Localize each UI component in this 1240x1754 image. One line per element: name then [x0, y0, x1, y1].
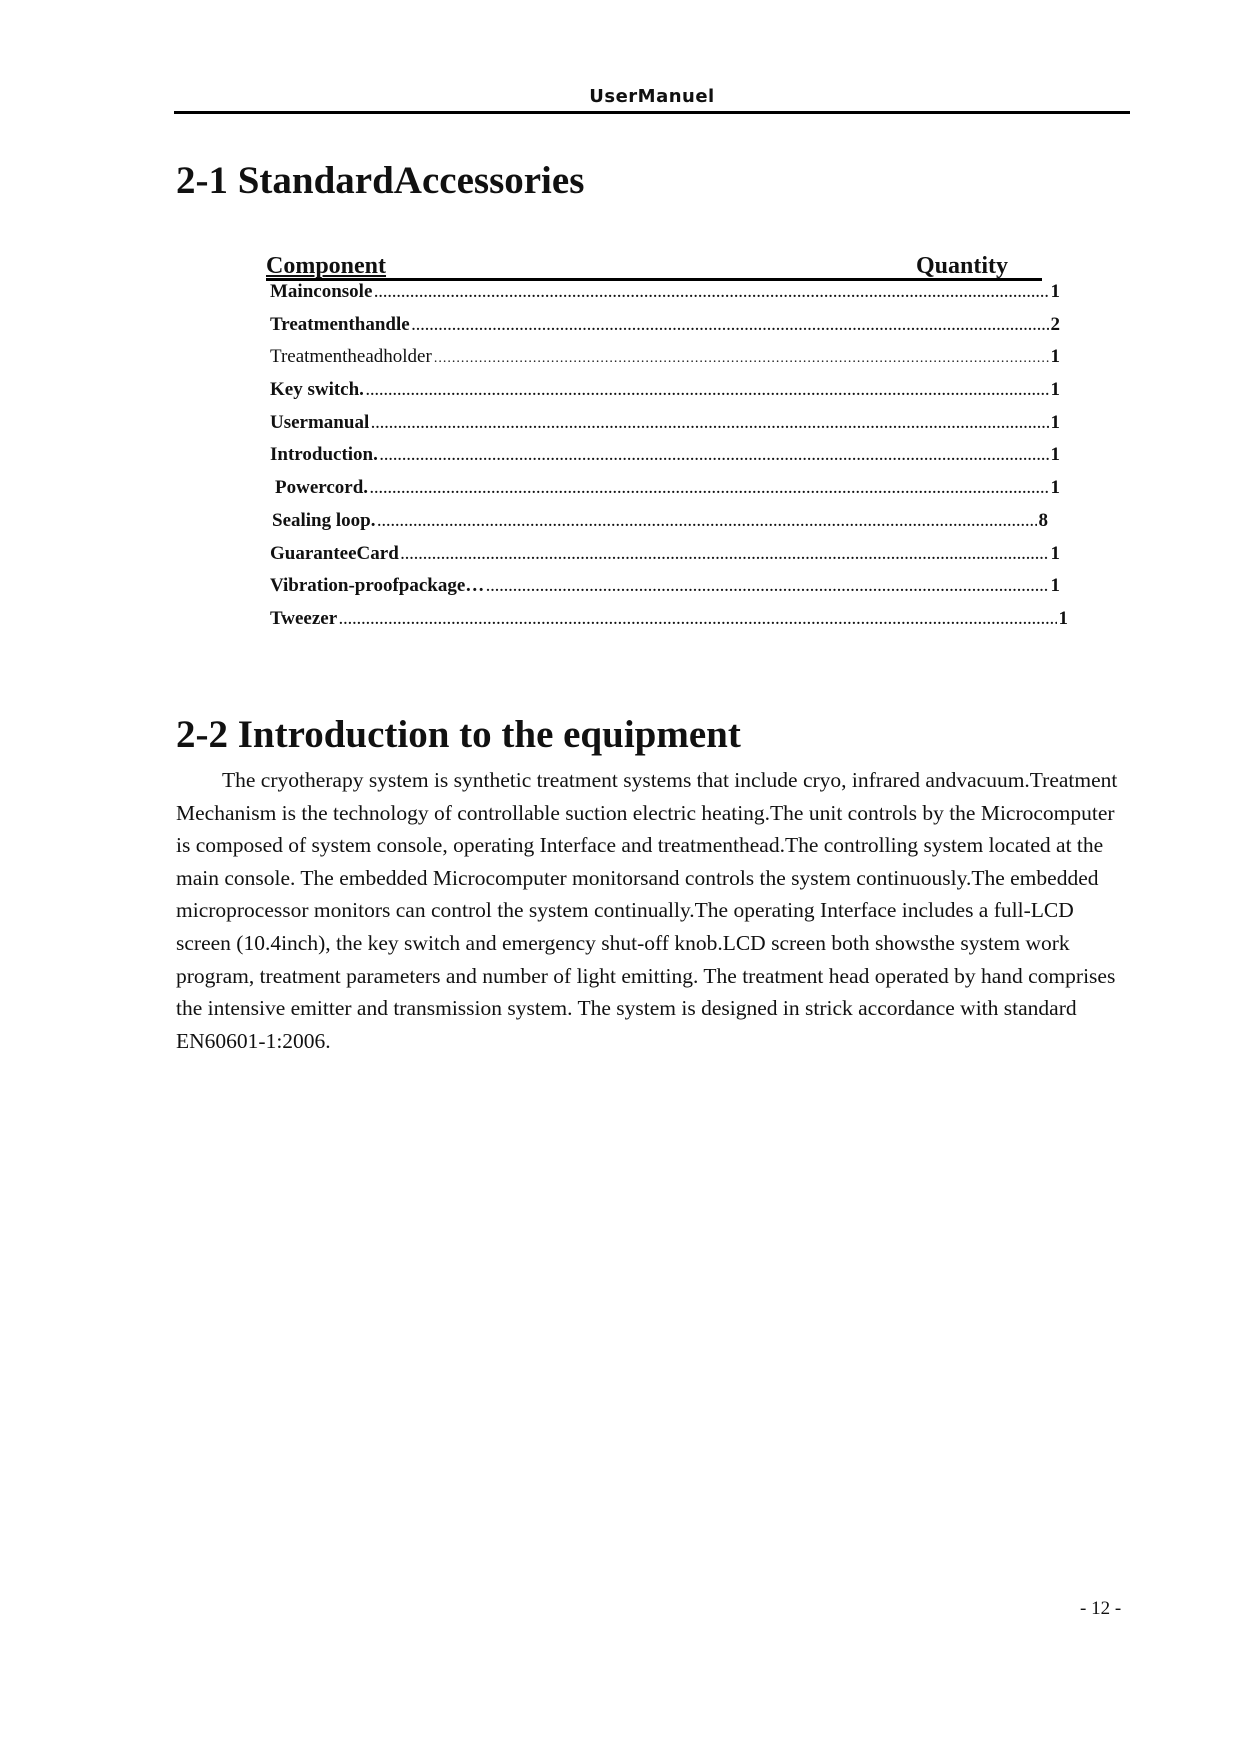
column-header-quantity: Quantity — [916, 253, 1009, 279]
header-divider — [174, 111, 1130, 114]
leader-dots — [380, 449, 1049, 465]
item-quantity: 8 — [1038, 509, 1048, 531]
list-item — [270, 608, 1068, 641]
list-item — [270, 412, 1060, 445]
leader-dots — [374, 286, 1048, 302]
running-header: UserManuel — [589, 86, 715, 107]
item-name: Treatmenthandle — [270, 313, 410, 335]
leader-dots — [370, 482, 1048, 498]
list-item — [270, 346, 1060, 379]
list-item — [270, 575, 1060, 608]
item-quantity: 1 — [1050, 542, 1060, 564]
item-quantity: 1 — [1050, 575, 1060, 597]
column-header-component: Component — [266, 253, 387, 279]
item-name: Tweezer — [270, 607, 338, 629]
item-quantity: 1 — [1050, 477, 1060, 499]
list-item — [270, 281, 1060, 314]
section-title-introduction: 2-2 Introduction to the equipment — [176, 713, 741, 756]
accessories-table-header — [266, 248, 1042, 281]
accessories-list — [270, 281, 1068, 641]
list-item — [270, 477, 1060, 510]
leader-dots — [366, 384, 1049, 400]
item-quantity: 2 — [1050, 313, 1060, 335]
item-quantity: 1 — [1058, 607, 1068, 629]
item-name: Mainconsole — [270, 281, 373, 302]
list-item — [270, 314, 1060, 347]
item-quantity: 1 — [1050, 379, 1060, 401]
section-title-standard-accessories: 2-1 StandardAccessories — [176, 159, 585, 202]
item-quantity: 1 — [1050, 281, 1060, 302]
item-name: Key switch. — [270, 379, 364, 401]
list-item — [270, 444, 1060, 477]
list-item — [270, 543, 1060, 576]
leader-dots — [377, 515, 1036, 531]
item-name: Usermanual — [270, 411, 370, 433]
leader-dots — [434, 351, 1049, 367]
item-name: Introduction. — [270, 444, 378, 466]
introduction-paragraph: The cryotherapy system is synthetic treatment systems that include cryo, infrared andvacuum.Treatment Mechanism is the technology of controllable suction electric heating.The unit controls by the Microcomputer is composed of system console, operating Interface and treatmenthead.The controlling system located at the main console. The embedded Microcomputer monitorsand controls the system continuously.The embedded microprocessor monitors can control the system continually.The operating Interface includes a full-LCD screen (10.4inch), the key switch and emergency shut-off knob.LCD screen both showsthe system work program, treatment parameters and number of light emitting. The treatment head operated by hand comprises the intensive emitter and transmission system. The system is designed in strick accordance with standard EN60601-1:2006. — [176, 768, 1118, 1053]
item-name: Vibration-proofpackage… — [270, 575, 485, 597]
leader-dots — [486, 580, 1048, 596]
item-name: Treatmentheadholder — [270, 346, 432, 368]
list-item — [270, 379, 1060, 412]
item-name: GuaranteeCard — [270, 542, 399, 564]
leader-dots — [371, 417, 1048, 433]
page-number: - 12 - — [1080, 1598, 1122, 1619]
list-item — [270, 510, 1048, 543]
leader-dots — [412, 319, 1049, 335]
item-quantity: 1 — [1050, 411, 1060, 433]
item-quantity: 1 — [1050, 444, 1060, 466]
leader-dots — [401, 548, 1049, 564]
item-name: Powercord. — [275, 477, 369, 499]
item-quantity: 1 — [1050, 346, 1060, 368]
item-name: Sealing loop. — [272, 509, 376, 531]
leader-dots — [339, 613, 1056, 629]
